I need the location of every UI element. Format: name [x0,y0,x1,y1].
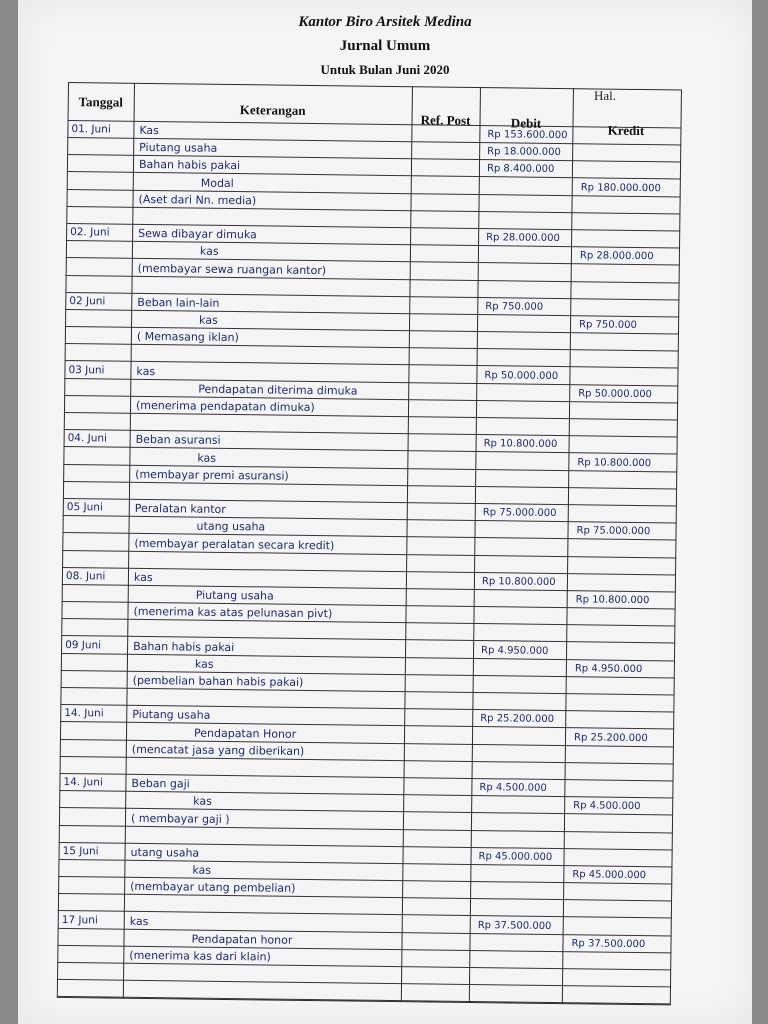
date-cell: 02. Juni [70,226,110,239]
credit-cell: Rp 25.200.000 [573,731,648,744]
debit-cell: Rp 50.000.000 [484,369,559,382]
description-cell: ( membayar gaji ) [130,811,230,826]
description-cell: (menerima kas dari klain) [129,948,271,964]
journal-rows [57,120,682,1004]
description-cell: kas [136,364,156,378]
description-cell: kas [194,657,214,671]
date-cell: 09 Juni [65,638,102,652]
description-cell: utang usaha [130,845,200,860]
description-cell: Modal [200,176,234,190]
description-cell: ( Memasang iklan) [136,330,239,345]
debit-cell: Rp 4.500.000 [479,782,547,795]
debit-cell: Rp 25.200.000 [480,713,555,726]
debit-cell: Rp 37.500.000 [477,919,552,932]
description-cell: Bahan habis pakai [138,158,241,173]
description-cell: (membayar utang pembelian) [130,880,296,896]
date-cell: 14. Juni [64,707,104,720]
credit-cell: Rp 10.800.000 [575,594,650,607]
header-date: Tanggal [78,94,124,110]
description-cell: Beban lain-lain [137,295,220,310]
description-cell: Peralatan kantor [134,501,226,517]
date-cell: 17 Juni [61,913,98,927]
description-cell: Pendapatan Honor [193,726,297,741]
debit-cell: Rp 4.950.000 [481,644,549,657]
description-cell: Kas [139,123,159,138]
debit-cell: Rp 153.600.000 [487,129,568,142]
debit-cell: Rp 18.000.000 [487,146,561,159]
description-cell: kas [133,570,153,584]
debit-cell: Rp 8.400.000 [486,163,555,176]
page-label: Hal. [594,88,617,103]
journal-table [57,82,682,1005]
description-cell: (membayar premi asuransi) [135,467,289,483]
description-cell: kas [193,794,212,809]
description-cell: Piutang usaha [139,141,218,156]
credit-cell: Rp 50.000.000 [578,388,653,400]
date-cell: 03 Juni [68,363,105,377]
description-cell: Sewa dibayar dimuka [138,226,257,242]
header-debit: Debit [510,115,542,131]
description-cell: kas [129,914,149,928]
debit-cell: Rp 10.800.000 [481,575,556,588]
debit-cell: Rp 75.000.000 [482,507,557,520]
description-cell: Pendapatan diterima dimuka [198,382,358,398]
period-label: Untuk Bulan Juni 2020 [320,62,450,77]
credit-cell: Rp 180.000.000 [580,181,661,194]
description-cell: Piutang usaha [132,708,211,723]
header-ref: Ref. Post [420,112,471,128]
description-cell: Bahan habis pakai [133,639,235,654]
header-credit: Kredit [607,122,645,139]
credit-cell: Rp 10.800.000 [577,456,652,469]
date-cell: 15 Juni [62,844,99,858]
description-cell: Beban gaji [131,776,190,791]
date-cell: 01. Juni [71,123,111,136]
description-cell: kas [199,313,218,327]
description-cell: (menerima kas atas pelunasan pivt) [133,605,333,621]
credit-cell: Rp 45.000.000 [572,869,647,882]
description-cell: utang usaha [196,519,266,534]
description-cell: Pendapatan honor [191,932,293,947]
credit-cell: Rp 28.000.000 [579,250,654,263]
description-cell: (membayar sewa ruangan kantor) [137,261,327,277]
date-cell: 14. Juni [63,776,103,789]
credit-cell: Rp 750.000 [579,319,637,332]
debit-cell: Rp 750.000 [485,300,544,313]
description-cell: (pembelian bahan habis pakai) [132,673,304,689]
debit-cell: Rp 28.000.000 [486,232,560,245]
description-cell: (menerima pendapatan dimuka) [135,398,315,415]
description-cell: (Aset dari Nn. media) [138,192,257,208]
description-cell: Piutang usaha [195,588,274,603]
company-name: Kantor Biro Arsitek Medina [298,14,472,30]
description-cell: kas [197,451,217,465]
credit-cell: Rp 4.500.000 [573,800,641,813]
debit-cell: Rp 10.800.000 [483,438,558,451]
credit-cell: Rp 75.000.000 [576,525,651,538]
debit-cell: Rp 45.000.000 [478,850,553,863]
date-cell: 02 Juni [69,294,106,308]
journal-title: Jurnal Umum [339,38,431,54]
description-cell: kas [199,244,219,259]
description-cell: (mencatat jasa yang diberikan) [131,742,305,758]
credit-cell: Rp 37.500.000 [571,938,646,950]
date-cell: 05 Juni [66,501,103,514]
description-cell: Beban asuransi [135,433,221,448]
date-cell: 08. Juni [65,569,106,583]
credit-cell: Rp 4.950.000 [574,663,643,675]
header-description: Keterangan [239,102,306,118]
description-cell: kas [192,863,212,877]
description-cell: (membayar peralatan secara kredit) [134,536,335,552]
date-cell: 04. Juni [67,432,108,445]
